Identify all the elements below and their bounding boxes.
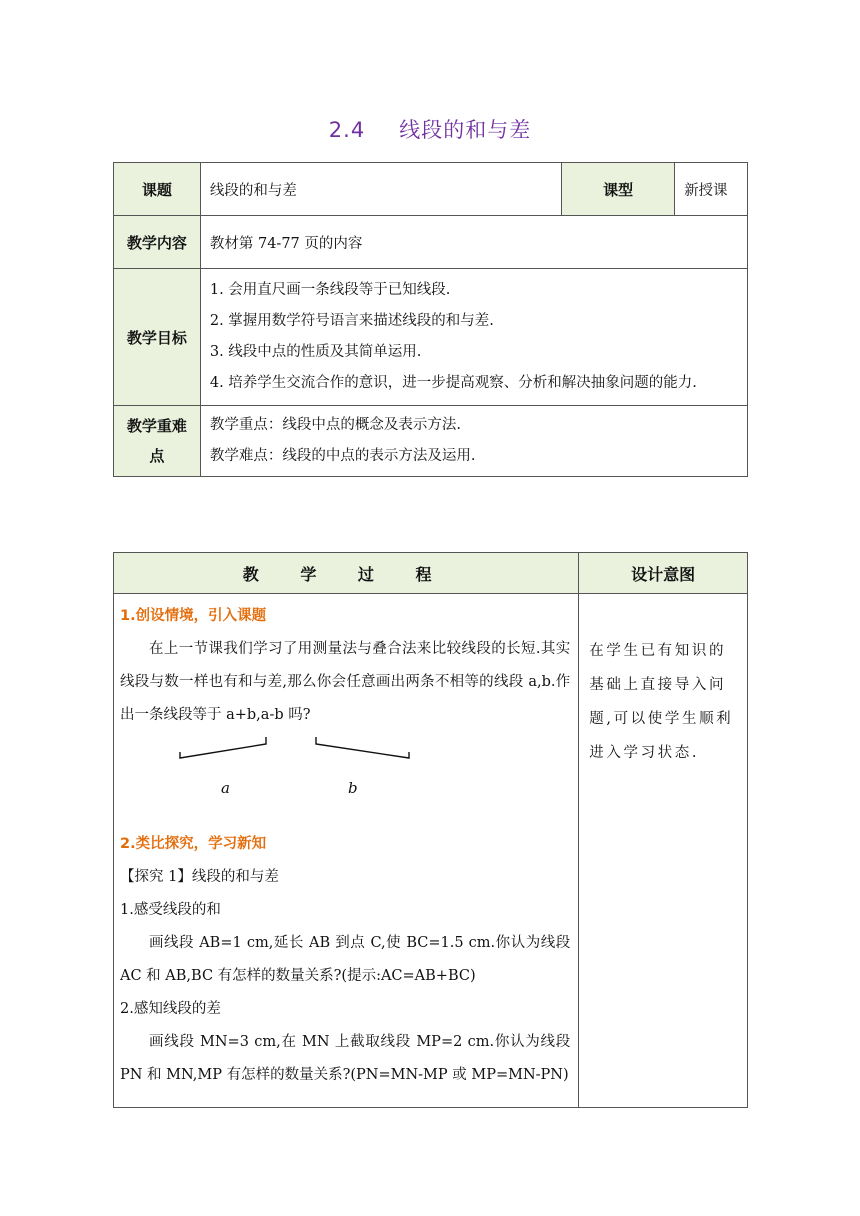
difficulty-label-line1: 教学重难 [126, 417, 187, 435]
key-point: 教学重点：线段中点的概念及表示方法. [209, 417, 461, 433]
section2-title: 2.类比探究，学习新知 [120, 836, 267, 852]
sub2-text: 画线段 MN=3 cm,在 MN 上截取线段 MP=2 cm.你认为线段 PN 和 MN,MP 有怎样的数量关系?(PN=MN-MP 或 MP=MN-PN) [120, 1034, 571, 1083]
page-title [0, 114, 860, 144]
difficulty-label-line2: 点 [149, 447, 165, 465]
process-content [114, 594, 579, 1108]
difficulty-content [200, 406, 747, 477]
design-intent: 在学生已有知识的基础上直接导入问题,可以使学生顺利进入学习状态. [579, 594, 748, 1108]
design-header: 设计意图 [579, 553, 748, 594]
goals-label: 教学目标 [114, 269, 201, 406]
label-b: b [348, 779, 358, 797]
content-label: 教学内容 [114, 216, 201, 269]
segment-b [316, 737, 409, 758]
type-value: 新授课 [675, 163, 748, 216]
topic-label: 课题 [114, 163, 201, 216]
section1-text: 在上一节课我们学习了用测量法与叠合法来比较线段的长短.其实线段与数一样也有和与差,那么你会任意画出两条不相等的线段 a,b.作出一条线段等于 a+b,a-b 吗? [120, 641, 571, 723]
teaching-process-table [113, 552, 748, 1108]
goal-item: 4. 培养学生交流合作的意识，进一步提高观察、分析和解决抽象问题的能力. [209, 375, 697, 391]
goal-item: 3. 线段中点的性质及其简单运用. [209, 344, 422, 360]
process-header: 教 学 过 程 [114, 553, 579, 594]
section-title: 线段的和与差 [399, 118, 532, 142]
section1-title: 1.创设情境，引入课题 [120, 608, 267, 624]
goal-item: 1. 会用直尺画一条线段等于已知线段. [209, 282, 451, 298]
segment-a [180, 737, 266, 758]
lesson-info-table [113, 162, 748, 477]
difficulty-label [114, 406, 201, 477]
difficult-point: 教学难点：线段的中点的表示方法及运用. [209, 448, 476, 464]
content-value: 教材第 74-77 页的内容 [200, 216, 747, 269]
segment-diagram [120, 732, 570, 824]
goals-list [200, 269, 747, 406]
label-a: a [221, 779, 230, 797]
sub1-title: 1.感受线段的和 [120, 902, 221, 918]
sub1-text: 画线段 AB=1 cm,延长 AB 到点 C,使 BC=1.5 cm.你认为线段 AC 和 AB,BC 有怎样的数量关系?(提示:AC=AB+BC) [120, 935, 571, 984]
type-label: 课型 [562, 163, 675, 216]
topic-value: 线段的和与差 [200, 163, 561, 216]
explore1-title: 【探究 1】线段的和与差 [120, 869, 279, 885]
goal-item: 2. 掌握用数学符号语言来描述线段的和与差. [209, 313, 494, 329]
section-number: 2.4 [328, 118, 366, 142]
sub2-title: 2.感知线段的差 [120, 1001, 221, 1017]
